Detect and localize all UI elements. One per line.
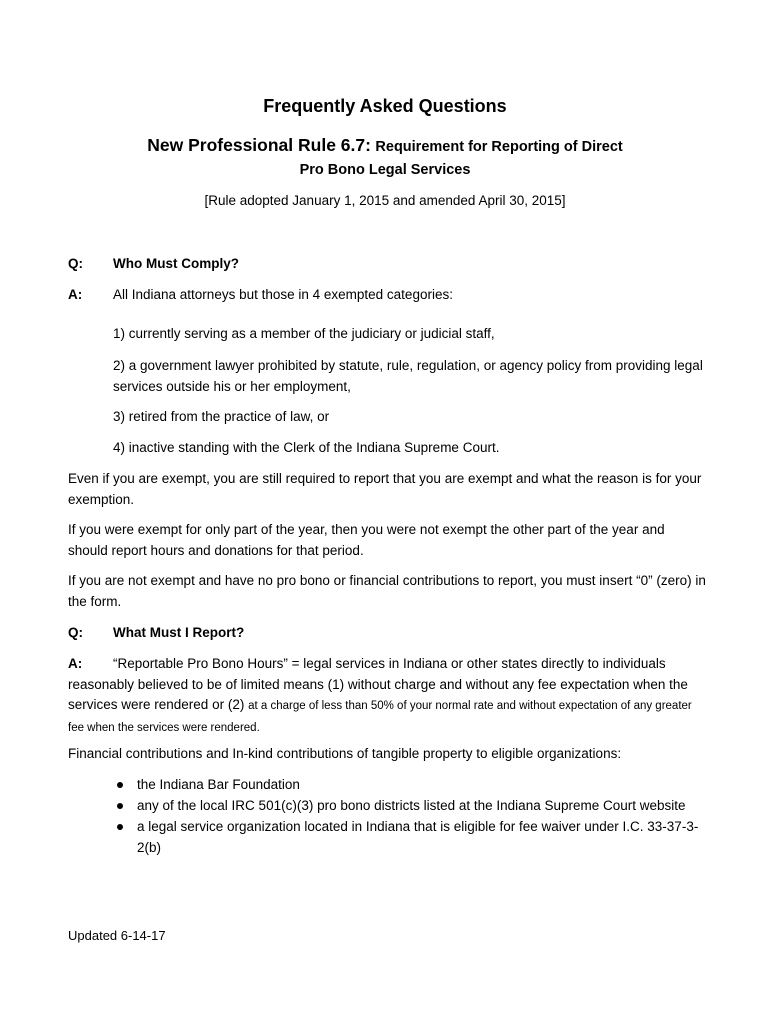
page-subtitle: [0, 134, 770, 158]
contributions-intro: Financial contributions and In-kind contributions of tangible property to eligible organizations:: [68, 746, 622, 761]
bullet-icon: [117, 824, 123, 830]
list-item: [113, 774, 713, 795]
question-label: Q:: [68, 256, 83, 271]
rule-adoption-note: [Rule adopted January 1, 2015 and amended April 30, 2015]: [204, 193, 566, 208]
answer-label: A:: [68, 287, 83, 302]
list-item-text: a legal service organization located in Indiana that is eligible for fee waiver under I.C. 33-37-3-2(b): [137, 819, 699, 855]
eligible-organizations-list: [113, 774, 713, 858]
exemption-paragraph: If you were exempt for only part of the year, then you were not exempt the other part of the year and should report hours and donations for that period.: [68, 522, 665, 558]
list-item-text: the Indiana Bar Foundation: [137, 777, 300, 792]
question-what-must-i-report: What Must I Report?: [113, 625, 245, 640]
exemption-item: 4) inactive standing with the Clerk of the Indiana Supreme Court.: [113, 440, 500, 455]
answer-text-main: “Reportable Pro Bono Hours” = legal services in Indiana or other states directly to individuals reasonably believed to be of limited means (1) without charge and without any fee expectation when the services were rendered or (2): [68, 656, 688, 712]
list-item: [113, 795, 713, 816]
exemption-paragraph: Even if you are exempt, you are still required to report that you are exempt and what the reason is for your exemption.: [68, 471, 702, 507]
list-item-text: any of the local IRC 501(c)(3) pro bono districts listed at the Indiana Supreme Court website: [137, 798, 686, 813]
list-item: [113, 816, 713, 858]
exemption-item: 3) retired from the practice of law, or: [113, 409, 330, 424]
subtitle-rule-description: Requirement for Reporting of Direct: [375, 139, 623, 155]
exemption-paragraph: If you are not exempt and have no pro bono or financial contributions to report, you must insert “0” (zero) in the form.: [68, 573, 706, 609]
updated-date: Updated 6-14-17: [68, 928, 166, 943]
bullet-icon: [117, 803, 123, 809]
answer-what-must-i-report: [68, 654, 708, 738]
exemption-item: 1) currently serving as a member of the judiciary or judicial staff,: [113, 326, 495, 341]
question-label: Q:: [68, 625, 83, 640]
exemption-item: 2) a government lawyer prohibited by statute, rule, regulation, or agency policy from providing legal services outside his or her employment,: [113, 358, 703, 394]
subtitle-rule-name: New Professional Rule 6.7:: [147, 135, 371, 155]
answer-text-small: at a charge of less than 50% of your normal rate and without expectation of any greater fee when the services were rendered.: [68, 700, 692, 734]
answer-label: A:: [68, 656, 83, 671]
question-who-must-comply: Who Must Comply?: [113, 256, 239, 271]
subtitle-line-2: Pro Bono Legal Services: [299, 162, 471, 178]
page-title: Frequently Asked Questions: [263, 96, 507, 116]
answer-who-must-comply: All Indiana attorneys but those in 4 exempted categories:: [113, 287, 453, 302]
bullet-icon: [117, 782, 123, 788]
